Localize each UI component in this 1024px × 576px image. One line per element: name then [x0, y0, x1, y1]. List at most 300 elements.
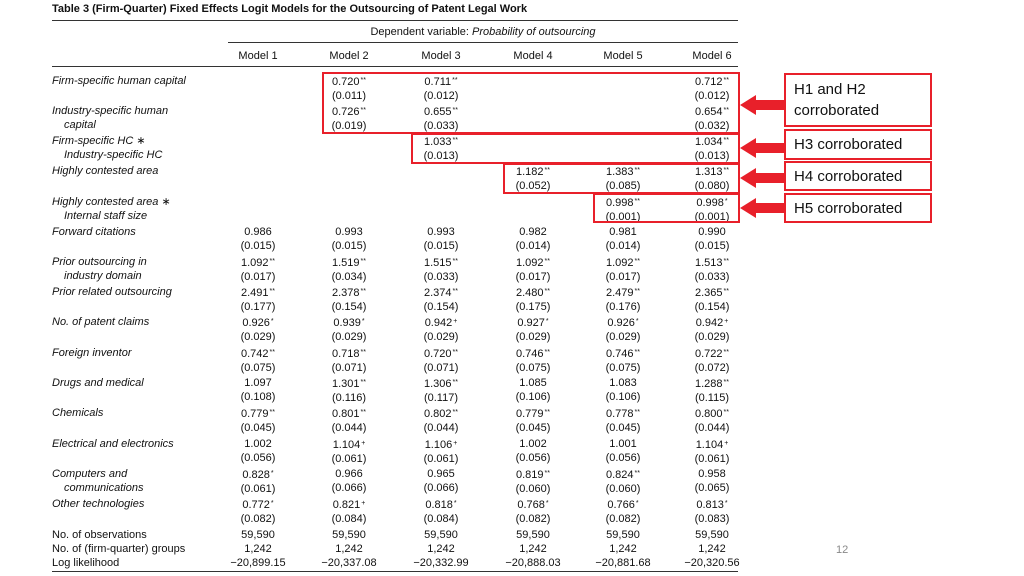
significance-mark: ** [723, 167, 729, 174]
significance-mark: ** [544, 470, 550, 477]
table-cell [488, 255, 578, 284]
standard-error: (0.117) [423, 392, 459, 404]
standard-error: (0.017) [605, 271, 641, 283]
row-label [52, 437, 174, 451]
table-cell [488, 437, 578, 465]
coefficient: 0.942 [424, 317, 453, 329]
arrow-left-icon [740, 198, 786, 218]
row-label-line: Drugs and medical [52, 377, 144, 389]
coefficient: 1.092 [241, 257, 269, 269]
standard-error: (0.012) [694, 90, 730, 102]
standard-error: (0.082) [515, 513, 551, 525]
table-cell [578, 255, 668, 284]
row-label [52, 285, 172, 299]
standard-error: (0.045) [240, 422, 276, 434]
standard-error: (0.116) [331, 392, 367, 404]
standard-error: (0.115) [694, 392, 730, 404]
standard-error: (0.029) [240, 331, 276, 343]
coefficient: 0.746 [516, 348, 544, 360]
table-cell [213, 467, 303, 496]
standard-error: (0.034) [331, 271, 367, 283]
table-cell [396, 467, 486, 495]
summary-cell: 59,590 [606, 529, 640, 541]
significance-mark: * [635, 318, 639, 325]
coefficient: 0.779 [241, 408, 269, 420]
significance-mark: ** [544, 288, 550, 295]
significance-mark: ** [723, 379, 729, 386]
row-label-line: Prior outsourcing in [52, 256, 147, 268]
summary-cell: −20,337.08 [321, 557, 377, 569]
summary-label: No. of (firm-quarter) groups [52, 543, 186, 555]
standard-error: (0.011) [331, 90, 367, 102]
standard-error: (0.001) [605, 211, 641, 223]
significance-mark: + [361, 440, 366, 447]
column-header: Model 5 [603, 50, 643, 62]
standard-error: (0.017) [515, 271, 551, 283]
standard-error: (0.085) [605, 180, 641, 192]
coefficient: 0.726 [332, 106, 360, 118]
table-cell [667, 255, 757, 284]
coefficient: 0.801 [332, 408, 360, 420]
standard-error: (0.084) [331, 513, 367, 525]
table-cell [488, 467, 578, 496]
coefficient: 0.655 [424, 106, 452, 118]
standard-error: (0.015) [240, 240, 276, 252]
coefficient: 1.513 [695, 257, 723, 269]
table-cell [578, 315, 668, 344]
top-rule [52, 20, 738, 21]
row-label-line: Firm-specific human capital [52, 75, 186, 87]
table-cell [213, 285, 303, 314]
summary-cell: −20,332.99 [413, 557, 469, 569]
significance-mark: ** [360, 77, 366, 84]
significance-mark: * [270, 318, 274, 325]
table-cell [667, 285, 757, 314]
row-label [52, 134, 162, 162]
table-cell [304, 467, 394, 495]
standard-error: (0.082) [605, 513, 641, 525]
row-label [52, 497, 144, 511]
standard-error: (0.061) [694, 453, 730, 465]
significance-mark: ** [634, 349, 640, 356]
significance-mark: ** [723, 77, 729, 84]
coefficient: 0.779 [516, 408, 544, 420]
coefficient: 1.519 [332, 257, 360, 269]
significance-mark: ** [634, 167, 640, 174]
coefficient: 1.034 [695, 136, 723, 148]
table-cell [304, 315, 394, 344]
row-label-line: Industry-specific HC [64, 149, 163, 161]
standard-error: (0.033) [423, 120, 459, 132]
coefficient: 1.104 [695, 439, 724, 451]
significance-mark: ** [452, 409, 458, 416]
row-label-line: industry domain [64, 270, 142, 282]
table-cell [304, 376, 394, 405]
summary-cell: −20,320.56 [684, 557, 740, 569]
significance-mark: ** [723, 288, 729, 295]
row-label-line: No. of patent claims [52, 316, 150, 328]
coefficient: 1.033 [424, 136, 452, 148]
coefficient: 1.515 [424, 257, 452, 269]
significance-mark: * [635, 500, 639, 507]
coefficient: 2.374 [424, 287, 452, 299]
summary-cell: 1,242 [244, 543, 272, 555]
significance-mark: * [545, 318, 549, 325]
row-label-line: Highly contested area ∗ [52, 196, 171, 208]
coefficient: 2.491 [241, 287, 269, 299]
coefficient: 1.092 [516, 257, 544, 269]
page-number: 12 [836, 544, 849, 556]
coefficient: 1.083 [609, 377, 637, 389]
table-cell [396, 225, 486, 253]
standard-error: (0.029) [423, 331, 459, 343]
significance-mark: ** [269, 349, 275, 356]
table-cell [667, 315, 757, 344]
row-label-line: Prior related outsourcing [52, 286, 172, 298]
standard-error: (0.013) [423, 150, 459, 162]
row-label [52, 104, 168, 132]
standard-error: (0.075) [605, 362, 641, 374]
significance-mark: ** [269, 258, 275, 265]
significance-mark: ** [723, 409, 729, 416]
significance-mark: ** [452, 137, 458, 144]
table-cell [667, 437, 757, 466]
table-cell [396, 315, 486, 344]
coefficient: 1.313 [695, 166, 723, 178]
standard-error: (0.060) [605, 483, 641, 495]
table-cell [578, 437, 668, 465]
table-cell [578, 225, 668, 253]
coefficient: 0.818 [425, 499, 453, 511]
standard-error: (0.066) [331, 482, 367, 494]
coefficient: 0.802 [424, 408, 452, 420]
table-cell [488, 346, 578, 375]
table-cell [396, 255, 486, 284]
significance-mark: ** [360, 258, 366, 265]
coefficient: 1.002 [519, 438, 547, 450]
table-cell [304, 225, 394, 253]
significance-mark: ** [723, 107, 729, 114]
standard-error: (0.012) [423, 90, 459, 102]
coefficient: 1.301 [332, 378, 360, 390]
summary-cell: 1,242 [427, 543, 455, 555]
standard-error: (0.044) [331, 422, 367, 434]
significance-mark: ** [544, 258, 550, 265]
coefficient: 0.981 [609, 226, 637, 238]
coefficient: 0.722 [695, 348, 723, 360]
coefficient: 0.939 [333, 317, 361, 329]
coefficient: 0.778 [606, 408, 634, 420]
significance-mark: ** [269, 288, 275, 295]
table-cell [488, 315, 578, 344]
coefficient: 0.926 [242, 317, 270, 329]
summary-cell: −20,888.03 [505, 557, 561, 569]
table-cell [304, 255, 394, 284]
standard-error: (0.029) [331, 331, 367, 343]
coefficient: 2.365 [695, 287, 723, 299]
table-caption: Table 3 (Firm-Quarter) Fixed Effects Logit Models for the Outsourcing of Patent Legal Work [52, 3, 528, 15]
coefficient: 0.819 [516, 469, 544, 481]
highlight-box-h5 [593, 193, 740, 223]
standard-error: (0.001) [694, 211, 730, 223]
row-label-line: Other technologies [52, 498, 145, 510]
coefficient: 0.986 [244, 226, 272, 238]
coefficient: 0.718 [332, 348, 360, 360]
standard-error: (0.061) [423, 453, 459, 465]
header-rule [52, 66, 738, 67]
row-label-line: Chemicals [52, 407, 104, 419]
coefficient: 0.768 [517, 499, 545, 511]
coefficient: 0.990 [698, 226, 726, 238]
dv-prefix: Dependent variable: [370, 26, 472, 38]
table-cell [213, 437, 303, 465]
significance-mark: * [270, 470, 274, 477]
summary-cell: 1,242 [335, 543, 363, 555]
standard-error: (0.075) [240, 362, 276, 374]
summary-cell: 1,242 [519, 543, 547, 555]
row-label [52, 195, 171, 223]
standard-error: (0.029) [694, 331, 730, 343]
table-cell [488, 497, 578, 526]
row-label-line: Firm-specific HC ∗ [52, 135, 146, 147]
significance-mark: + [453, 318, 458, 325]
standard-error: (0.017) [240, 271, 276, 283]
table-cell [396, 376, 486, 405]
row-label [52, 346, 132, 360]
row-label-line: Internal staff size [64, 210, 148, 222]
standard-error: (0.082) [240, 513, 276, 525]
coefficient: 0.746 [606, 348, 634, 360]
standard-error: (0.052) [515, 180, 551, 192]
table-cell [213, 376, 303, 404]
standard-error: (0.019) [331, 120, 367, 132]
coefficient: 0.926 [607, 317, 635, 329]
standard-error: (0.044) [423, 422, 459, 434]
significance-mark: + [453, 440, 458, 447]
significance-mark: * [545, 500, 549, 507]
standard-error: (0.033) [694, 271, 730, 283]
table-cell [396, 285, 486, 314]
row-label-line: Highly contested area [52, 165, 159, 177]
coefficient: 0.824 [606, 469, 634, 481]
standard-error: (0.014) [515, 240, 551, 252]
coefficient: 1.104 [332, 439, 361, 451]
summary-label: Log likelihood [52, 557, 120, 569]
table-cell [213, 346, 303, 375]
highlight-box-h4 [503, 163, 740, 194]
coefficient: 0.711 [424, 76, 452, 88]
dv-name: Probability of outsourcing [472, 26, 596, 38]
coefficient: 1.002 [244, 438, 272, 450]
row-label-line: capital [64, 119, 96, 131]
row-label [52, 315, 149, 329]
standard-error: (0.061) [331, 453, 367, 465]
coefficient: 1.383 [606, 166, 634, 178]
callout-h1-h2: H1 and H2 corroborated [784, 73, 932, 127]
summary-label: No. of observations [52, 529, 147, 541]
coefficient: 0.993 [427, 226, 455, 238]
coefficient: 0.800 [695, 408, 723, 420]
significance-mark: ** [634, 258, 640, 265]
standard-error: (0.045) [515, 422, 551, 434]
row-label-line: Industry-specific human [52, 105, 169, 117]
coefficient: 0.966 [335, 468, 363, 480]
standard-error: (0.106) [605, 391, 641, 403]
table-cell [396, 497, 486, 526]
coefficient: 1.106 [424, 439, 453, 451]
row-label-line: communications [64, 482, 144, 494]
significance-mark: ** [452, 349, 458, 356]
coefficient: 0.927 [517, 317, 545, 329]
row-label [52, 225, 136, 239]
coefficient: 0.998 [696, 197, 724, 209]
table-cell [667, 376, 757, 405]
standard-error: (0.154) [423, 301, 459, 313]
callout-h5: H5 corroborated [784, 193, 932, 223]
table-cell [578, 497, 668, 526]
significance-mark: * [724, 198, 728, 205]
summary-cell: 59,590 [332, 529, 366, 541]
significance-mark: ** [360, 288, 366, 295]
table-cell [488, 406, 578, 435]
coefficient: 0.813 [696, 499, 724, 511]
table-cell [213, 406, 303, 435]
row-label-line: Electrical and electronics [52, 438, 174, 450]
standard-error: (0.015) [331, 240, 367, 252]
table-cell [488, 225, 578, 253]
coefficient: 0.720 [424, 348, 452, 360]
coefficient: 0.982 [519, 226, 547, 238]
table-cell [304, 437, 394, 466]
coefficient: 0.712 [695, 76, 723, 88]
significance-mark: ** [452, 107, 458, 114]
standard-error: (0.015) [694, 240, 730, 252]
table-cell [578, 346, 668, 375]
significance-mark: ** [544, 167, 550, 174]
standard-error: (0.084) [423, 513, 459, 525]
standard-error: (0.056) [605, 452, 641, 464]
significance-mark: * [361, 318, 365, 325]
coefficient: 2.480 [516, 287, 544, 299]
row-label [52, 74, 186, 88]
column-header: Model 6 [692, 50, 732, 62]
coefficient: 1.092 [606, 257, 634, 269]
highlight-box-h3 [411, 133, 740, 164]
table-cell [213, 255, 303, 284]
coefficient: 0.942 [695, 317, 724, 329]
significance-mark: + [724, 318, 729, 325]
significance-mark: ** [360, 349, 366, 356]
column-header: Model 4 [513, 50, 553, 62]
standard-error: (0.029) [605, 331, 641, 343]
significance-mark: ** [723, 137, 729, 144]
coefficient: 1.085 [519, 377, 547, 389]
significance-mark: ** [452, 258, 458, 265]
standard-error: (0.015) [423, 240, 459, 252]
coefficient: 1.306 [424, 378, 452, 390]
table-cell [667, 225, 757, 253]
coefficient: 0.772 [242, 499, 270, 511]
significance-mark: ** [360, 379, 366, 386]
row-label [52, 376, 144, 390]
coefficient: 0.958 [698, 468, 726, 480]
bottom-rule [52, 571, 738, 572]
coefficient: 0.654 [695, 106, 723, 118]
table-cell [304, 497, 394, 526]
significance-mark: ** [360, 107, 366, 114]
coefficient: 1.288 [695, 378, 723, 390]
significance-mark: ** [360, 409, 366, 416]
table-cell [578, 376, 668, 404]
standard-error: (0.065) [694, 482, 730, 494]
table-cell [396, 437, 486, 466]
standard-error: (0.154) [694, 301, 730, 313]
standard-error: (0.033) [423, 271, 459, 283]
highlight-box-h1-h2 [322, 72, 740, 134]
coefficient: 2.378 [332, 287, 360, 299]
arrow-left-icon [740, 168, 786, 188]
standard-error: (0.075) [515, 362, 551, 374]
significance-mark: * [724, 500, 728, 507]
table-cell [488, 285, 578, 314]
table-cell [667, 346, 757, 375]
standard-error: (0.044) [694, 422, 730, 434]
dependent-variable-label [228, 26, 738, 38]
table-cell [213, 315, 303, 344]
standard-error: (0.061) [240, 483, 276, 495]
table-cell [578, 406, 668, 435]
significance-mark: ** [723, 349, 729, 356]
row-label-line: Computers and [52, 468, 128, 480]
significance-mark: ** [452, 77, 458, 84]
coefficient: 0.766 [607, 499, 635, 511]
standard-error: (0.106) [515, 391, 551, 403]
significance-mark: * [453, 500, 457, 507]
standard-error: (0.014) [605, 240, 641, 252]
coefficient: 1.182 [516, 166, 544, 178]
row-label-line: Forward citations [52, 226, 136, 238]
table-cell [667, 497, 757, 526]
table-cell [304, 346, 394, 375]
summary-cell: 59,590 [241, 529, 275, 541]
standard-error: (0.175) [515, 301, 551, 313]
arrow-left-icon [740, 95, 786, 115]
coefficient: 0.993 [335, 226, 363, 238]
table-cell [578, 467, 668, 496]
summary-cell: 59,590 [516, 529, 550, 541]
table-cell [578, 285, 668, 314]
standard-error: (0.013) [694, 150, 730, 162]
coefficient: 0.720 [332, 76, 360, 88]
coefficient: 0.828 [242, 469, 270, 481]
standard-error: (0.071) [331, 362, 367, 374]
standard-error: (0.060) [515, 483, 551, 495]
significance-mark: ** [269, 409, 275, 416]
summary-cell: −20,899.15 [230, 557, 286, 569]
significance-mark: ** [723, 258, 729, 265]
table-cell [213, 225, 303, 253]
summary-cell: 1,242 [698, 543, 726, 555]
significance-mark: ** [544, 349, 550, 356]
significance-mark: ** [634, 198, 640, 205]
significance-mark: + [724, 440, 729, 447]
table-cell [396, 346, 486, 375]
column-header: Model 3 [421, 50, 461, 62]
table-cell [396, 406, 486, 435]
standard-error: (0.056) [240, 452, 276, 464]
significance-mark: ** [634, 409, 640, 416]
standard-error: (0.056) [515, 452, 551, 464]
